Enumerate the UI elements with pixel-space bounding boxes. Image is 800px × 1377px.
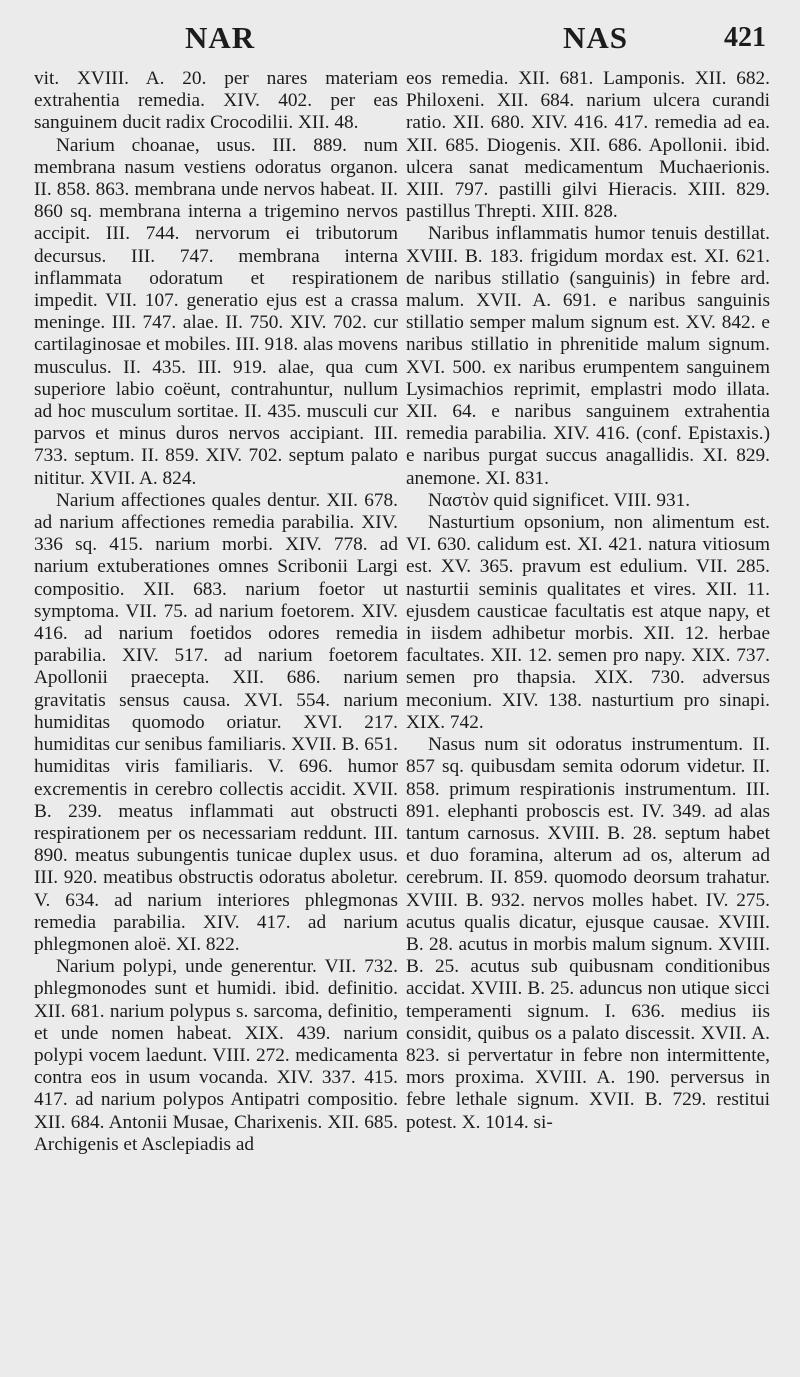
entry-paragraph: Narium affectiones quales dentur. XII. 678. ad narium affectiones remedia parabilia. XIV. 336 sq. 415. narium morbi. XIV. 778. ad narium extuberationes omnes Scribonii Largi compositio. XII. 683. narium foetor ut symptoma. VII. 75. ad narium foetorem. XIV. 416. ad narium foetidos odores remedia parabilia. XIV. 517. ad narium foetorem Apollonii praecepta. XII. 686. narium gravitatis sensus causa. XVI. 554. narium humiditas quomodo oriatur. XVI. 217. humiditas cur senibus familiaris. XVII. B. 651. humiditas viris familiaris. V. 696. humor excrementis in cerebro collectis accidit. XVII. B. 239. meatus inflammati aut obstructi respirationem per os necessariam reddunt. III. 890. meatus subungentis tunicae duplex usus. III. 920. meatibus obstructis odoratus aboletur. V. 634. ad narium interiores phlegmonas remedia parabilia. XIV. 417. ad narium phlegmonen aloë. XI. 822. <box>34 489 398 955</box>
running-header <box>0 20 800 64</box>
page-number: 421 <box>724 22 766 53</box>
entry-paragraph: eos remedia. XII. 681. Lamponis. XII. 682. Philoxeni. XII. 684. narium ulcera curandi ratio. XII. 680. XIV. 416. 417. remedia ad ea. XII. 685. Diogenis. XII. 686. Apollonii. ibid. ulcera sanat medicamentum Muchaerionis. XIII. 797. pastilli gilvi Hieracis. XIII. 829. pastillus Threpti. XIII. 828. <box>406 68 770 223</box>
right-column <box>406 68 770 1134</box>
entry-paragraph: Narium choanae, usus. III. 889. num membrana nasum vestiens odoratus organon. II. 858. 863. membrana unde nervos habeat. II. 860 sq. membrana interna a trigemino nervos accipit. III. 744. nervorum ei tributorum decursus. III. 747. membrana interna inflammata odoratum et respirationem impedit. VII. 107. generatio ejus est a crassa meninge. III. 747. alae. II. 750. XIV. 702. cur cartilaginosae et mobiles. III. 918. alas movens musculus. II. 435. III. 919. alae, qua cum superiore labio coëunt, contrahuntur, nullum ad hoc musculum sortitae. II. 435. musculi cur parvos et minus duros nervos accipiant. III. 733. septum. II. 859. XIV. 702. septum palato nititur. XVII. A. 824. <box>34 134 398 489</box>
entry-paragraph: vit. XVIII. A. 20. per nares materiam extrahentia remedia. XIV. 402. per eas sanguinem ducit radix Crocodilii. XII. 48. <box>34 68 398 134</box>
header-right-title: NAS <box>563 20 629 55</box>
left-column <box>34 68 398 1156</box>
entry-paragraph: Nasus num sit odoratus instrumentum. II. 857 sq. quibusdam semita odorum videtur. II. 858. primum respirationis instrumentum. III. 891. elephanti proboscis est. IV. 349. ad alas tantum carnosus. XVIII. B. 28. septum habet et duo foramina, alterum ad os, alterum ad cerebrum. II. 859. quomodo deorsum trahatur. XVIII. B. 932. nervos molles habet. IV. 275. acutus qualis dicatur, ejusque causae. XVIII. B. 28. acutus in morbis malum signum. XVIII. B. 25. acutus sub quibusnam conditionibus accidat. XVIII. B. 25. aduncus non utique sicci temperamenti signum. I. 636. medius iis considit, quibus os a palato discessit. XVII. A. 823. si pervertatur in febre non intermittente, mors proxima. XVIII. A. 190. perversus in febre lethale signum. XVII. B. 729. restitui potest. X. 1014. si- <box>406 734 770 1133</box>
entry-paragraph: Narium polypi, unde generentur. VII. 732. phlegmonodes sunt et humidi. ibid. definitio. XII. 681. narium polypus s. sarcoma, definitio, et unde nomen habeat. XIX. 439. narium polypi vocem laedunt. VIII. 272. medicamenta contra eos in usum vocanda. XIV. 337. 415. 417. ad narium polypos Antipatri compositio. XII. 684. Antonii Musae, Charixenis. XII. 685. Archigenis et Asclepiadis ad <box>34 956 398 1155</box>
header-left-title: NAR <box>185 20 256 55</box>
entry-paragraph: Nasturtium opsonium, non alimentum est. VI. 630. calidum est. XI. 421. natura vitiosum est. XV. 365. pravum est edulium. VII. 285. nasturtii seminis qualitates et vires. XII. 11. ejusdem causticae facultatis est atque napy, et in iisdem adhibetur morbis. XII. 12. herbae facultates. XII. 12. semen pro napy. XIX. 737. semen pro thapsia. XIX. 730. adversus meconium. XIV. 138. nasturtium pro sinapi. XIX. 742. <box>406 512 770 733</box>
entry-paragraph: Naribus inflammatis humor tenuis destillat. XVIII. B. 183. frigidum mordax est. XI. 621. de naribus stillatio (sanguinis) in febre ard. malum. XVII. A. 691. e naribus sanguinis stillatio semper malum signum est. XV. 842. e naribus stillatio in phrenitide malum signum. XVI. 500. ex naribus erumpentem sanguinem Lysimachios reprimit, emplastri modo illata. XII. 64. e naribus sanguinem extrahentia remedia parabilia. XIV. 416. (conf. Epistaxis.) e naribus purgat succus anagallidis. XI. 829. anemone. XI. 831. <box>406 223 770 489</box>
entry-paragraph: Ναστὸν quid significet. VIII. 931. <box>428 489 691 511</box>
